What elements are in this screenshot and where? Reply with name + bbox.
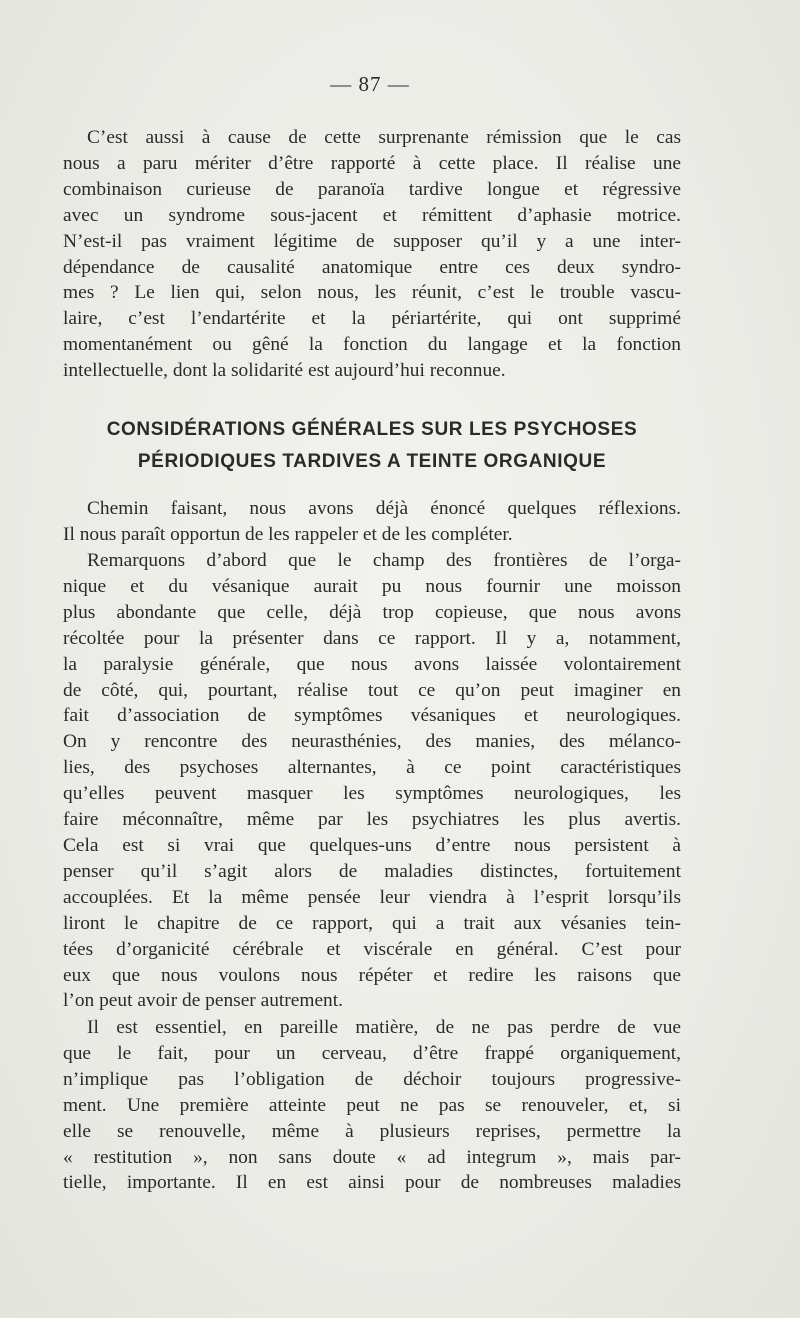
paragraph-opening [63,496,681,548]
text-line: plus abondante que celle, déjà trop copieuse, que nous avons [63,601,681,623]
text-line: qu’elles peuvent masquer les symptômes neurologiques, les [63,783,681,805]
paragraph-restitution [63,1015,681,1196]
text-line: tées d’organicité cérébrale et viscérale en général. C’est pour [63,938,681,960]
text-line: Chemin faisant, nous avons déjà énoncé quelques réflexions. [87,498,681,519]
text-line: l’on peut avoir de penser autrement. [63,990,343,1012]
text-line: laire, c’est l’endartérite et la périartérite, qui ont supprimé [63,308,681,330]
text-line: mes ? Le lien qui, selon nous, les réunit, c’est le trouble vascu- [63,282,681,304]
text-line: faire méconnaître, même par les psychiatres les plus avertis. [63,809,681,831]
text-line: Remarquons d’abord que le champ des frontières de l’orga- [87,550,681,571]
text-line: récoltée pour la présenter dans ce rapport. Il y a, notamment, [63,627,681,649]
text-line: ment. Une première atteinte peut ne pas se renouveler, et, si [63,1094,681,1116]
page-number: — 87 — [330,72,410,96]
text-line: elle se renouvelle, même à plusieurs reprises, permettre la [63,1120,681,1142]
text-line: N’est-il pas vraiment légitime de supposer qu’il y a une inter- [63,230,681,252]
text-line: liront le chapitre de ce rapport, qui a trait aux vésanies tein- [63,912,681,934]
text-line: Il est essentiel, en pareille matière, de ne pas perdre de vue [87,1017,681,1038]
paragraph-frontiers [63,548,681,1014]
text-line: On y rencontre des neurasthénies, des manies, des mélanco- [63,731,681,753]
text-line: avec un syndrome sous-jacent et rémittent d’aphasie motrice. [63,204,681,226]
text-line: nique et du vésanique aurait pu nous fournir une moisson [63,575,681,597]
text-line: n’implique pas l’obligation de déchoir toujours progressive- [63,1068,681,1090]
text-line: que le fait, pour un cerveau, d’être frappé organiquement, [63,1042,681,1064]
text-line: tielle, importante. Il en est ainsi pour de nombreuses maladies [63,1172,681,1194]
text-line: de côté, qui, pourtant, réalise tout ce qu’on peut imaginer en [63,679,681,701]
text-line: lies, des psychoses alternantes, à ce point caractéristiques [63,757,681,779]
text-line: intellectuelle, dont la solidarité est aujourd’hui reconnue. [63,360,506,382]
text-line: dépendance de causalité anatomique entre ces deux syndro- [63,256,681,278]
text-line: Il nous paraît opportun de les rappeler et de les compléter. [63,523,513,545]
text-line: la paralysie générale, que nous avons laissée volontairement [63,653,681,675]
text-line: accouplées. Et la même pensée leur viendra à l’esprit lorsqu’ils [63,886,681,908]
text-line: combinaison curieuse de paranoïa tardive longue et régressive [63,178,681,200]
text-line: nous a paru mériter d’être rapporté à cette place. Il réalise une [63,152,681,174]
text-line: C’est aussi à cause de cette surprenante rémission que le cas [87,127,681,148]
text-line: fait d’association de symptômes vésaniques et neurologiques. [63,705,681,727]
text-line: penser qu’il s’agit alors de maladies distinctes, fortuitement [63,860,681,882]
section-heading [63,414,681,478]
paragraph-intro [63,125,681,384]
heading-line: PÉRIODIQUES TARDIVES A TEINTE ORGANIQUE [137,451,607,472]
text-line: Cela est si vrai que quelques-uns d’entre nous persistent à [63,834,681,856]
text-line: momentanément ou gêné la fonction du langage et la fonction [63,334,681,356]
heading-line: CONSIDÉRATIONS GÉNÉRALES SUR LES PSYCHOSES [106,419,638,440]
text-line: « restitution », non sans doute « ad integrum », mais par- [63,1146,681,1168]
text-line: eux que nous voulons nous répéter et redire les raisons que [63,964,681,986]
